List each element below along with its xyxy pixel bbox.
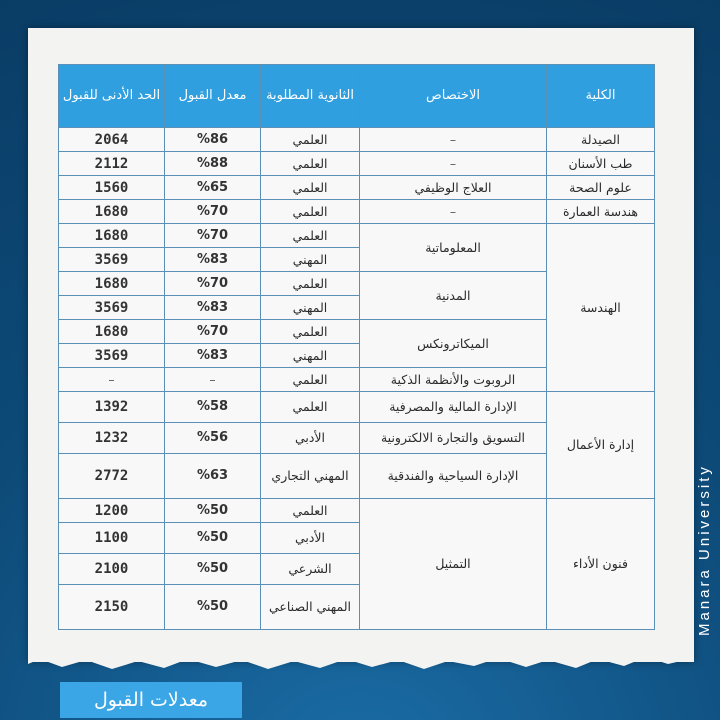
rate-cell: %50: [165, 499, 261, 523]
table-row: [59, 200, 655, 224]
specialization-cell-civil: المدنية: [360, 272, 547, 320]
rate-cell: –: [165, 368, 261, 392]
table-row: [59, 499, 655, 523]
rate-cell: %50: [165, 523, 261, 554]
table-header-row: [59, 65, 655, 128]
table-row: [59, 128, 655, 152]
secondary-cell: العلمي: [261, 176, 360, 200]
secondary-cell: العلمي: [261, 128, 360, 152]
secondary-cell: المهني: [261, 296, 360, 320]
secondary-cell: الأدبي: [261, 523, 360, 554]
secondary-cell: المهني: [261, 248, 360, 272]
college-cell: هندسة العمارة: [547, 200, 655, 224]
minimum-cell: 3569: [59, 296, 165, 320]
secondary-cell: العلمي: [261, 272, 360, 296]
minimum-cell: 1200: [59, 499, 165, 523]
brand-watermark: Manara University: [696, 464, 713, 636]
minimum-cell: 1560: [59, 176, 165, 200]
rate-cell: %83: [165, 296, 261, 320]
rate-cell: %50: [165, 554, 261, 585]
minimum-cell: 2772: [59, 454, 165, 499]
header-minimum: الحد الأدنى للقبول: [59, 65, 165, 128]
secondary-cell: العلمي: [261, 152, 360, 176]
minimum-cell: 3569: [59, 248, 165, 272]
rate-cell: %83: [165, 248, 261, 272]
minimum-cell: 3569: [59, 344, 165, 368]
specialization-cell-robotics: الروبوت والأنظمة الذكية: [360, 368, 547, 392]
minimum-cell: 2112: [59, 152, 165, 176]
minimum-cell: 1232: [59, 423, 165, 454]
minimum-cell: 1680: [59, 200, 165, 224]
minimum-cell: 2064: [59, 128, 165, 152]
specialization-cell: الإدارة المالية والمصرفية: [360, 392, 547, 423]
college-cell-business: إدارة الأعمال: [547, 392, 655, 499]
rate-cell: %86: [165, 128, 261, 152]
specialization-cell-acting: التمثيل: [360, 499, 547, 630]
secondary-cell: العلمي: [261, 200, 360, 224]
specialization-cell-informatics: المعلوماتية: [360, 224, 547, 272]
minimum-cell: 1680: [59, 224, 165, 248]
specialization-cell: –: [360, 128, 547, 152]
rate-cell: %50: [165, 585, 261, 630]
secondary-cell: المهني التجاري: [261, 454, 360, 499]
specialization-cell-mechatronics: الميكاترونكس: [360, 320, 547, 368]
specialization-cell: –: [360, 200, 547, 224]
table-row: [59, 224, 655, 248]
header-specialization: الاختصاص: [360, 65, 547, 128]
secondary-cell: العلمي: [261, 224, 360, 248]
specialization-cell: العلاج الوظيفي: [360, 176, 547, 200]
paper-torn-edge: [28, 648, 694, 676]
minimum-cell: –: [59, 368, 165, 392]
table-row: [59, 392, 655, 423]
specialization-cell: التسويق والتجارة الالكترونية: [360, 423, 547, 454]
rate-cell: %70: [165, 200, 261, 224]
rate-cell: %58: [165, 392, 261, 423]
specialization-cell: الإدارة السياحية والفندقية: [360, 454, 547, 499]
minimum-cell: 1100: [59, 523, 165, 554]
secondary-cell: الأدبي: [261, 423, 360, 454]
rate-cell: %65: [165, 176, 261, 200]
table-row: [59, 152, 655, 176]
college-cell: الصيدلة: [547, 128, 655, 152]
college-cell: علوم الصحة: [547, 176, 655, 200]
specialization-cell: –: [360, 152, 547, 176]
secondary-cell: العلمي: [261, 320, 360, 344]
header-rate: معدل القبول: [165, 65, 261, 128]
college-cell-performing-arts: فنون الأداء: [547, 499, 655, 630]
title-banner: معدلات القبول: [60, 682, 242, 718]
rate-cell: %63: [165, 454, 261, 499]
rate-cell: %70: [165, 272, 261, 296]
header-college: الكلية: [547, 65, 655, 128]
rate-cell: %70: [165, 224, 261, 248]
secondary-cell: المهني الصناعي: [261, 585, 360, 630]
minimum-cell: 1680: [59, 320, 165, 344]
secondary-cell: العلمي: [261, 392, 360, 423]
secondary-cell: العلمي: [261, 368, 360, 392]
rate-cell: %83: [165, 344, 261, 368]
rate-cell: %88: [165, 152, 261, 176]
admission-rates-table: [58, 64, 655, 630]
college-cell: طب الأسنان: [547, 152, 655, 176]
minimum-cell: 2100: [59, 554, 165, 585]
secondary-cell: العلمي: [261, 499, 360, 523]
rate-cell: %56: [165, 423, 261, 454]
college-cell-engineering: الهندسة: [547, 224, 655, 392]
minimum-cell: 1680: [59, 272, 165, 296]
secondary-cell: الشرعي: [261, 554, 360, 585]
rate-cell: %70: [165, 320, 261, 344]
secondary-cell: المهني: [261, 344, 360, 368]
table-row: [59, 176, 655, 200]
header-secondary: الثانوية المطلوبة: [261, 65, 360, 128]
minimum-cell: 1392: [59, 392, 165, 423]
minimum-cell: 2150: [59, 585, 165, 630]
